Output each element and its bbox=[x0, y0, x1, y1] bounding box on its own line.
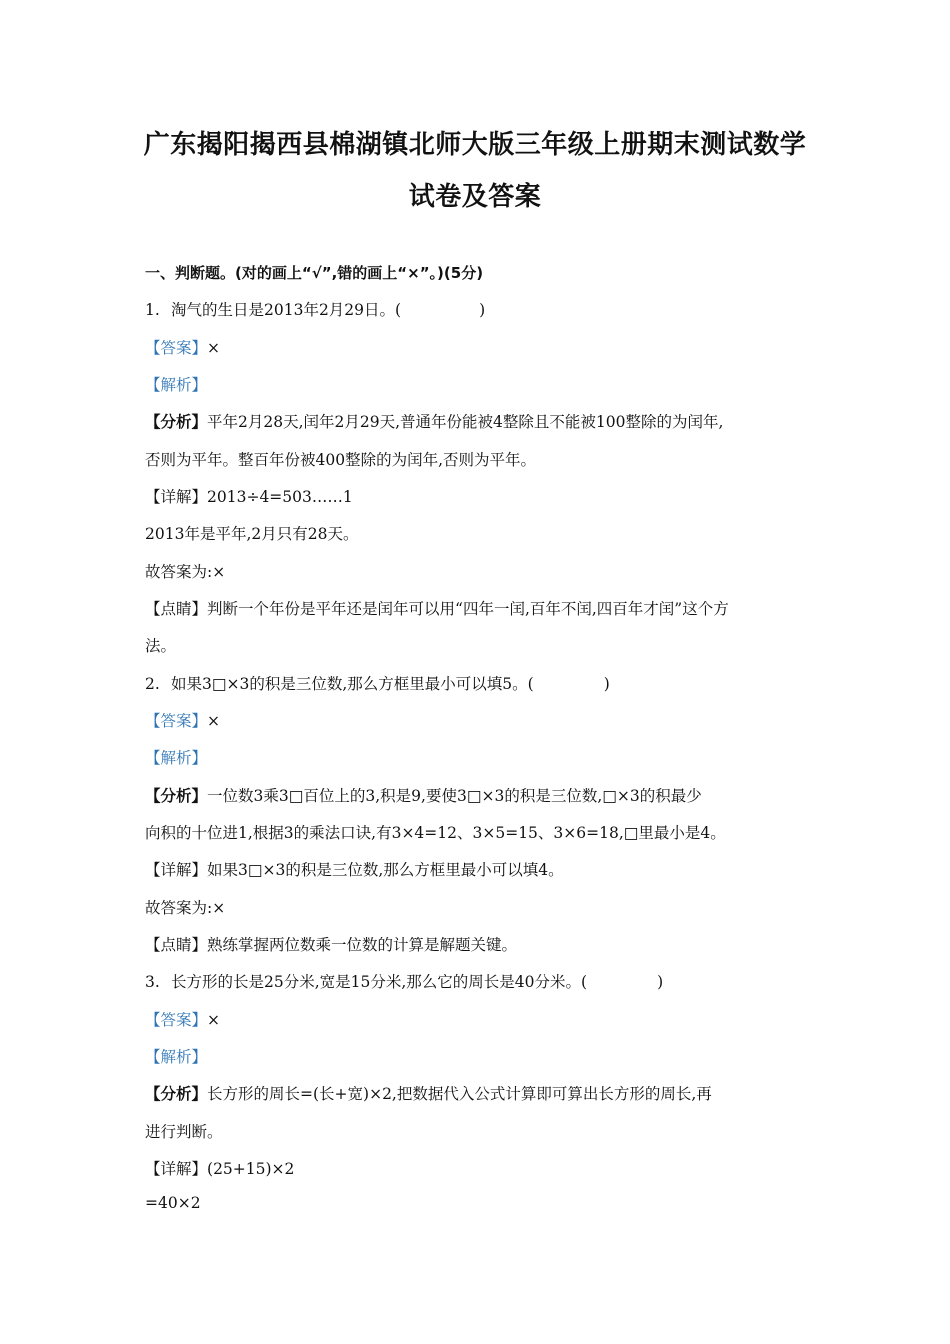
analysis-label: 【解析】 bbox=[145, 376, 208, 394]
question-number: 1. bbox=[145, 301, 160, 319]
comment-line bbox=[145, 933, 517, 955]
detail-text: 2013÷4=503……1 bbox=[207, 488, 353, 506]
fenxi-label: 【分析】 bbox=[145, 1085, 208, 1103]
document-title-line-2: 试卷及答案 bbox=[408, 182, 542, 212]
question-close-paren: ) bbox=[479, 301, 486, 319]
comment-label: 【点睛】 bbox=[145, 936, 208, 954]
fenxi-text-cont: 向积的十位进1,根据3的乘法口诀,有3×4=12、3×5=15、3×6=18,□里最小是4。 bbox=[145, 824, 726, 842]
answer-value: × bbox=[207, 1011, 221, 1029]
answer-line bbox=[145, 709, 220, 731]
question-text: 淘气的生日是2013年2月29日。( bbox=[171, 301, 402, 319]
answer-value: × bbox=[207, 712, 221, 730]
comment-text: 判断一个年份是平年还是闰年可以用“四年一闰,百年不闰,四百年才闰”这个方 bbox=[207, 600, 729, 618]
conclusion: 故答案为:× bbox=[145, 563, 226, 581]
detail-text-cont: =40×2 bbox=[145, 1194, 201, 1212]
question-close-paren: ) bbox=[657, 973, 664, 991]
question-text: 如果3□×3的积是三位数,那么方框里最小可以填5。( bbox=[171, 675, 534, 693]
answer-value: × bbox=[207, 339, 221, 357]
detail-line bbox=[145, 858, 564, 880]
detail-text-cont: 2013年是平年,2月只有28天。 bbox=[145, 525, 359, 543]
detail-line bbox=[145, 1157, 294, 1179]
conclusion: 故答案为:× bbox=[145, 899, 226, 917]
answer-label: 【答案】 bbox=[145, 1011, 208, 1029]
detail-text: (25+15)×2 bbox=[207, 1160, 295, 1178]
detail-text: 如果3□×3的积是三位数,那么方框里最小可以填4。 bbox=[207, 861, 564, 879]
document-title-line-1: 广东揭阳揭西县棉湖镇北师大版三年级上册期末测试数学 bbox=[143, 130, 807, 160]
fenxi-text: 平年2月28天,闰年2月29天,普通年份能被4整除且不能被100整除的为闰年, bbox=[207, 413, 724, 431]
question-number: 3. bbox=[145, 973, 160, 991]
comment-text: 熟练掌握两位数乘一位数的计算是解题关键。 bbox=[207, 936, 518, 954]
question-1 bbox=[145, 298, 485, 320]
question-2 bbox=[145, 672, 610, 694]
fenxi-line bbox=[145, 784, 702, 806]
fenxi-line bbox=[145, 410, 723, 432]
fenxi-line bbox=[145, 1082, 712, 1104]
fenxi-label: 【分析】 bbox=[145, 413, 208, 431]
section-heading: 一、判断题。(对的画上“√”,错的画上“×”。)(5分) bbox=[145, 264, 484, 282]
analysis-label: 【解析】 bbox=[145, 1048, 208, 1066]
detail-label: 【详解】 bbox=[145, 1160, 208, 1178]
question-close-paren: ) bbox=[603, 675, 610, 693]
question-number: 2. bbox=[145, 675, 160, 693]
comment-line bbox=[145, 597, 729, 619]
comment-label: 【点睛】 bbox=[145, 600, 208, 618]
question-text: 长方形的长是25分米,宽是15分米,那么它的周长是40分米。( bbox=[171, 973, 588, 991]
answer-line bbox=[145, 336, 220, 358]
detail-line bbox=[145, 485, 353, 507]
fenxi-text: 一位数3乘3□百位上的3,积是9,要使3□×3的积是三位数,□×3的积最少 bbox=[207, 787, 702, 805]
detail-label: 【详解】 bbox=[145, 488, 208, 506]
fenxi-text: 长方形的周长=(长+宽)×2,把数据代入公式计算即可算出长方形的周长,再 bbox=[207, 1085, 712, 1103]
fenxi-label: 【分析】 bbox=[145, 787, 208, 805]
answer-line bbox=[145, 1008, 220, 1030]
comment-text-cont: 法。 bbox=[145, 637, 177, 655]
fenxi-text-cont: 否则为平年。整百年份被400整除的为闰年,否则为平年。 bbox=[145, 451, 537, 469]
detail-label: 【详解】 bbox=[145, 861, 208, 879]
answer-label: 【答案】 bbox=[145, 712, 208, 730]
fenxi-text-cont: 进行判断。 bbox=[145, 1123, 223, 1141]
answer-label: 【答案】 bbox=[145, 339, 208, 357]
analysis-label: 【解析】 bbox=[145, 749, 208, 767]
question-3 bbox=[145, 970, 663, 992]
